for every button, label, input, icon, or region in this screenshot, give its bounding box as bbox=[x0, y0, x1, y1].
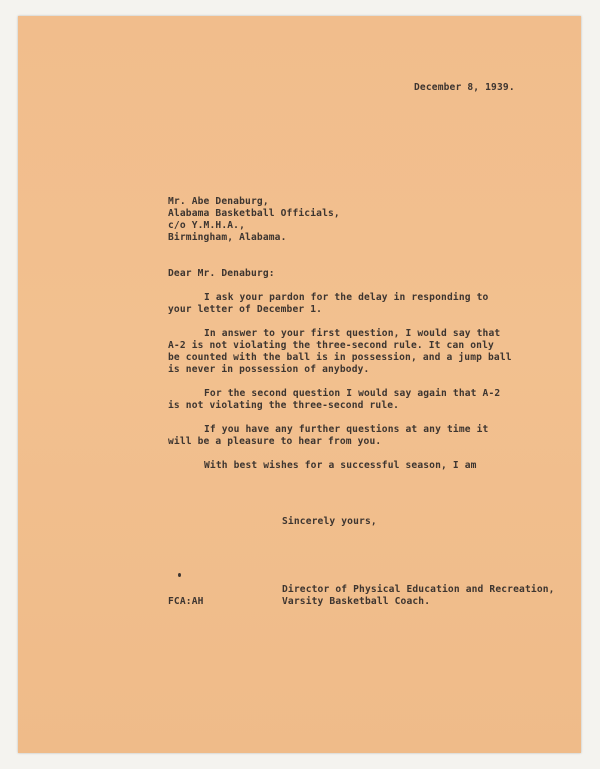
signature-title-line: Varsity Basketball Coach. bbox=[282, 596, 431, 607]
recipient-name: Mr. Abe Denaburg, bbox=[168, 196, 269, 207]
salutation: Dear Mr. Denaburg: bbox=[168, 268, 275, 279]
recipient-care-of: c/o Y.M.H.A., bbox=[168, 220, 246, 231]
paragraph-2-line: be counted with the ball is in possession, and a jump ball bbox=[168, 352, 512, 363]
ink-speck bbox=[178, 573, 181, 577]
recipient-organization: Alabama Basketball Officials, bbox=[168, 208, 340, 219]
letter-paper bbox=[18, 16, 581, 753]
paragraph-4-line: If you have any further questions at any time it bbox=[204, 424, 489, 435]
paragraph-2-line: is never in possession of anybody. bbox=[168, 364, 370, 375]
paragraph-4-line: will be a pleasure to hear from you. bbox=[168, 436, 382, 447]
signature-title-line: Director of Physical Education and Recreation, bbox=[282, 584, 555, 595]
recipient-city: Birmingham, Alabama. bbox=[168, 232, 287, 243]
paragraph-3-line: For the second question I would say again that A-2 bbox=[204, 388, 501, 399]
paragraph-5-line: With best wishes for a successful season, I am bbox=[204, 460, 477, 471]
typist-initials: FCA:AH bbox=[168, 596, 204, 607]
paragraph-2-line: In answer to your first question, I would say that bbox=[204, 328, 501, 339]
paragraph-1-line: your letter of December 1. bbox=[168, 304, 323, 315]
paragraph-3-line: is not violating the three-second rule. bbox=[168, 400, 400, 411]
closing: Sincerely yours, bbox=[282, 516, 377, 527]
paragraph-1-line: I ask your pardon for the delay in responding to bbox=[204, 292, 489, 303]
paragraph-2-line: A-2 is not violating the three-second rule. It can only bbox=[168, 340, 494, 351]
letter-date: December 8, 1939. bbox=[414, 82, 515, 93]
